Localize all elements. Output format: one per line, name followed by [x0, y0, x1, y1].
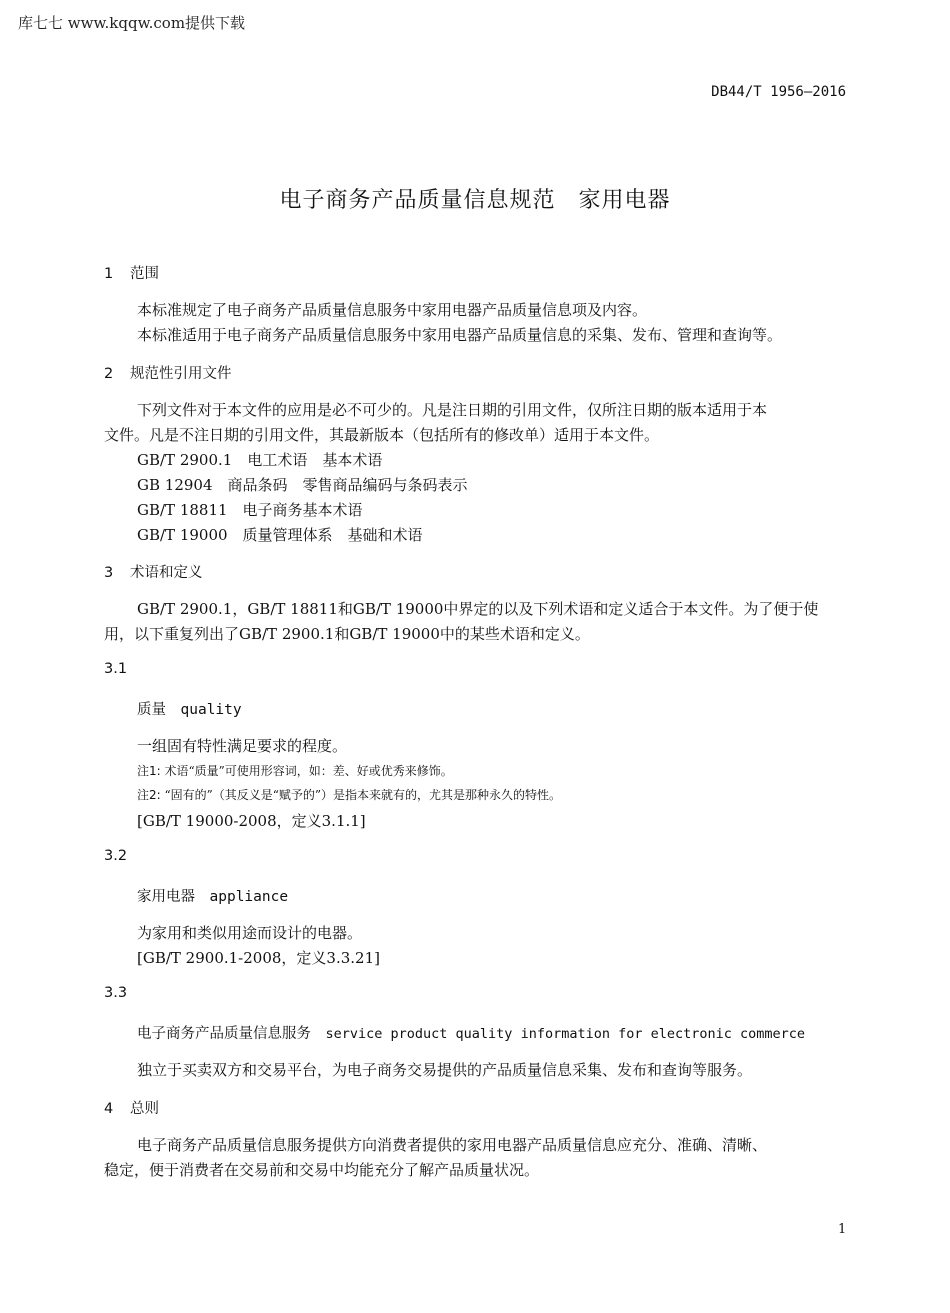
- section-title: 范围: [130, 266, 159, 282]
- note-label: 注2:: [137, 788, 161, 802]
- paragraph: 本标准规定了电子商务产品质量信息服务中家用电器产品质量信息项及内容。: [137, 301, 648, 319]
- term-definition: 为家用和类似用途而设计的电器。: [137, 924, 363, 942]
- note-text: “固有的”（其反义是“赋予的”）是指本来就有的，尤其是那种永久的特性。: [164, 788, 562, 802]
- reference-item: GB/T 2900.1 电工术语 基本术语: [137, 451, 383, 469]
- term-source: [GB/T 19000-2008，定义3.1.1]: [137, 812, 366, 830]
- paragraph: GB/T 2900.1，GB/T 18811和GB/T 19000中界定的以及下列术语和定义适合于本文件。为了便于使: [137, 600, 819, 618]
- term-english: appliance: [209, 889, 289, 905]
- note-label: 注1:: [137, 764, 161, 778]
- document-id: DB44/T 1956—2016: [711, 84, 846, 100]
- paragraph: 下列文件对于本文件的应用是必不可少的。凡是注日期的引用文件，仅所注日期的版本适用于本: [137, 401, 768, 419]
- section-number: 1: [104, 266, 114, 282]
- paragraph: 用，以下重复列出了GB/T 2900.1和GB/T 19000中的某些术语和定义。: [104, 625, 590, 643]
- note: [137, 786, 561, 803]
- term-definition: 独立于买卖双方和交易平台，为电子商务交易提供的产品质量信息采集、发布和查询等服务。: [137, 1061, 753, 1079]
- paragraph: 电子商务产品质量信息服务提供方向消费者提供的家用电器产品质量信息应充分、准确、清晰、: [137, 1136, 768, 1154]
- section-1-heading: [104, 262, 159, 283]
- term-name: 家用电器: [137, 889, 195, 905]
- section-title: 术语和定义: [130, 565, 203, 581]
- reference-item: GB 12904 商品条码 零售商品编码与条码表示: [137, 476, 468, 494]
- term-number: 3.1: [104, 661, 128, 677]
- section-number: 4: [104, 1101, 114, 1117]
- paragraph: 稳定，便于消费者在交易前和交易中均能充分了解产品质量状况。: [104, 1161, 540, 1179]
- note-text: 术语“质量”可使用形容词，如：差、好或优秀来修饰。: [164, 764, 453, 778]
- watermark-text: 库七七 www.kqqw.com提供下载: [18, 14, 246, 32]
- term-heading: [137, 698, 242, 719]
- paragraph: 本标准适用于电子商务产品质量信息服务中家用电器产品质量信息的采集、发布、管理和查询等。: [137, 326, 783, 344]
- term-number: 3.3: [104, 985, 128, 1001]
- section-title: 规范性引用文件: [130, 366, 232, 382]
- page-number: 1: [838, 1222, 847, 1237]
- term-english: quality: [180, 702, 242, 718]
- term-name: 质量: [137, 702, 166, 718]
- note: [137, 762, 453, 779]
- section-2-heading: [104, 362, 232, 383]
- page-title: 电子商务产品质量信息规范 家用电器: [279, 188, 671, 213]
- reference-item: GB/T 19000 质量管理体系 基础和术语: [137, 526, 423, 544]
- term-source: [GB/T 2900.1-2008，定义3.3.21]: [137, 949, 380, 967]
- section-number: 3: [104, 565, 114, 581]
- paragraph: 文件。凡是不注日期的引用文件，其最新版本（包括所有的修改单）适用于本文件。: [104, 426, 660, 444]
- section-title: 总则: [130, 1101, 159, 1117]
- term-english: service product quality information for electronic commerce: [325, 1026, 806, 1042]
- section-number: 2: [104, 366, 114, 382]
- term-heading: [137, 885, 288, 906]
- section-4-heading: [104, 1097, 159, 1118]
- section-3-heading: [104, 561, 203, 582]
- term-definition: 一组固有特性满足要求的程度。: [137, 737, 348, 755]
- term-number: 3.2: [104, 848, 128, 864]
- term-heading: [137, 1022, 805, 1043]
- reference-item: GB/T 18811 电子商务基本术语: [137, 501, 363, 519]
- term-name: 电子商务产品质量信息服务: [137, 1026, 311, 1042]
